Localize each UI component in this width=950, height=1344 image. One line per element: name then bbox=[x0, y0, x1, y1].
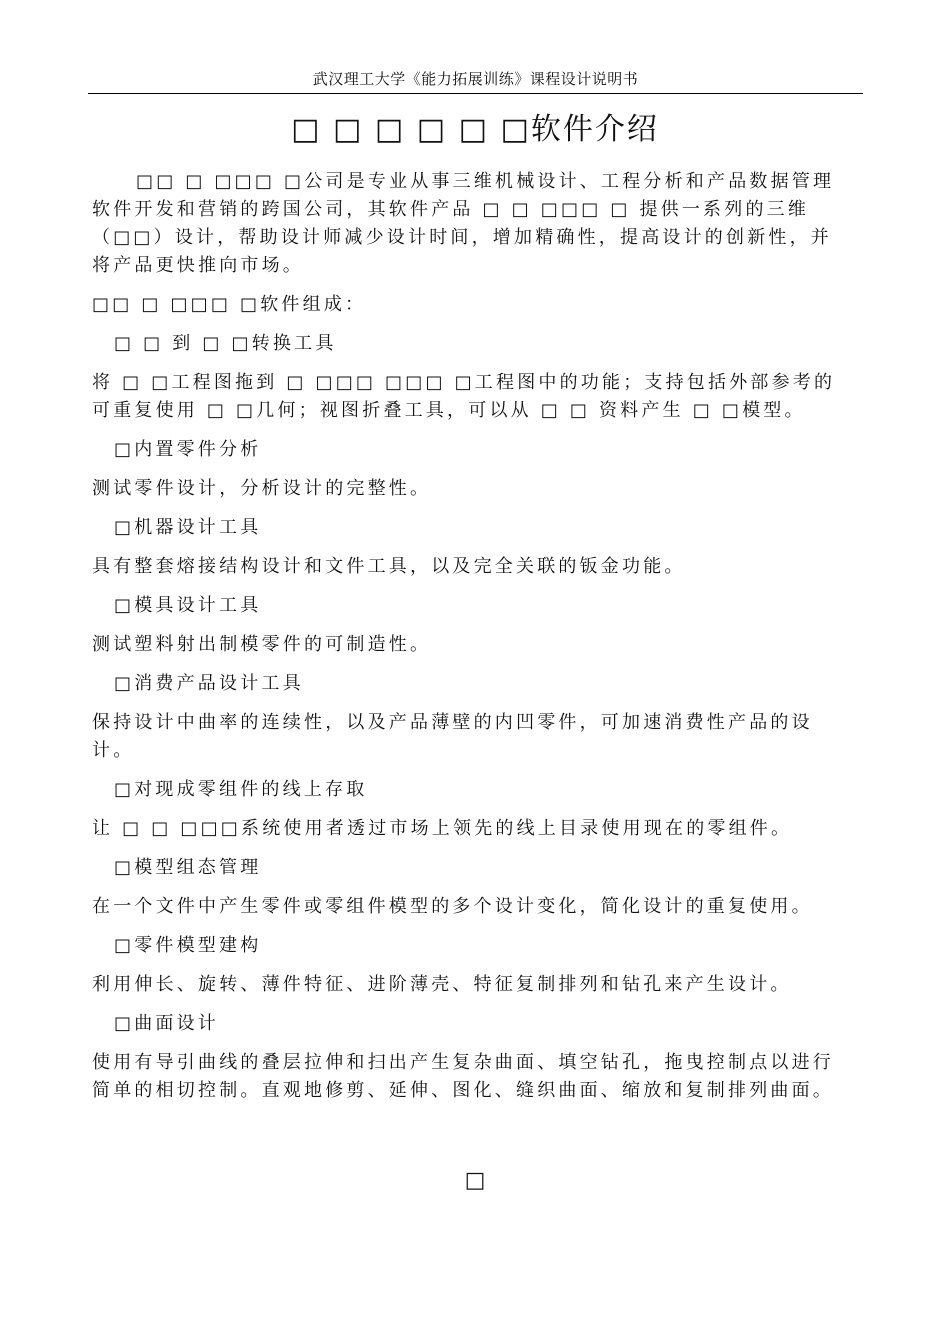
section-heading: □消费产品设计工具 bbox=[114, 673, 304, 694]
section-heading: □对现成零组件的线上存取 bbox=[114, 779, 368, 800]
section-text: 具有整套熔接结构设计和文件工具，以及完全关联的钣金功能。 bbox=[92, 556, 686, 577]
section-heading: □机器设计工具 bbox=[114, 517, 262, 538]
document-title: □ □ □ □ □ □软件介绍 bbox=[291, 112, 659, 147]
section-text: 测试零件设计，分析设计的完整性。 bbox=[92, 478, 432, 499]
section-heading: □模型组态管理 bbox=[114, 857, 262, 878]
section-text: 让 □ □ □□□系统使用者透过市场上领先的线上目录使用现在的零组件。 bbox=[92, 818, 793, 839]
page-number-mark: □ bbox=[464, 1168, 486, 1193]
section-text: 将 □ □工程图拖到 □ □□□ □□□ □工程图中的功能；支持包括外部参考的可重复使用 □ □几何；视图折叠工具，可以从 □ □ 资料产生 □ □模型。 bbox=[92, 372, 836, 421]
composition-label: □□ □ □□□ □软件组成： bbox=[92, 294, 367, 315]
section-text: 保持设计中曲率的连续性，以及产品薄壁的内凹零件，可加速消费性产品的设计。 bbox=[92, 712, 813, 761]
section-heading: □内置零件分析 bbox=[114, 439, 262, 460]
section-heading: □零件模型建构 bbox=[114, 935, 262, 956]
section-text: 利用伸长、旋转、薄件特征、进阶薄壳、特征复制排列和钻孔来产生设计。 bbox=[92, 974, 792, 995]
section-heading: □曲面设计 bbox=[114, 1013, 220, 1034]
section-heading: □模具设计工具 bbox=[114, 595, 262, 616]
section-text: 使用有导引曲线的叠层拉伸和扫出产生复杂曲面、填空钻孔，拖曳控制点以进行简单的相切控制。直观地修剪、延伸、图化、缝织曲面、缩放和复制排列曲面。 bbox=[92, 1052, 834, 1101]
section-heading: □ □ 到 □ □转换工具 bbox=[114, 333, 337, 354]
running-header: 武汉理工大学《能力拓展训练》课程设计说明书 bbox=[88, 68, 863, 94]
intro-paragraph: □□ □ □□□ □公司是专业从事三维机械设计、工程分析和产品数据管理软件开发和营销的跨国公司，其软件产品 □ □ □□□ □ 提供一系列的三维（□□）设计，帮助设计师减少设计时间，增加精确性，提高设计的创新性，并将产品更快推向市场。 bbox=[92, 171, 835, 276]
document-body bbox=[92, 168, 852, 1105]
section-text: 测试塑料射出制模零件的可制造性。 bbox=[92, 634, 432, 655]
section-text: 在一个文件中产生零件或零组件模型的多个设计变化，简化设计的重复使用。 bbox=[92, 896, 813, 917]
